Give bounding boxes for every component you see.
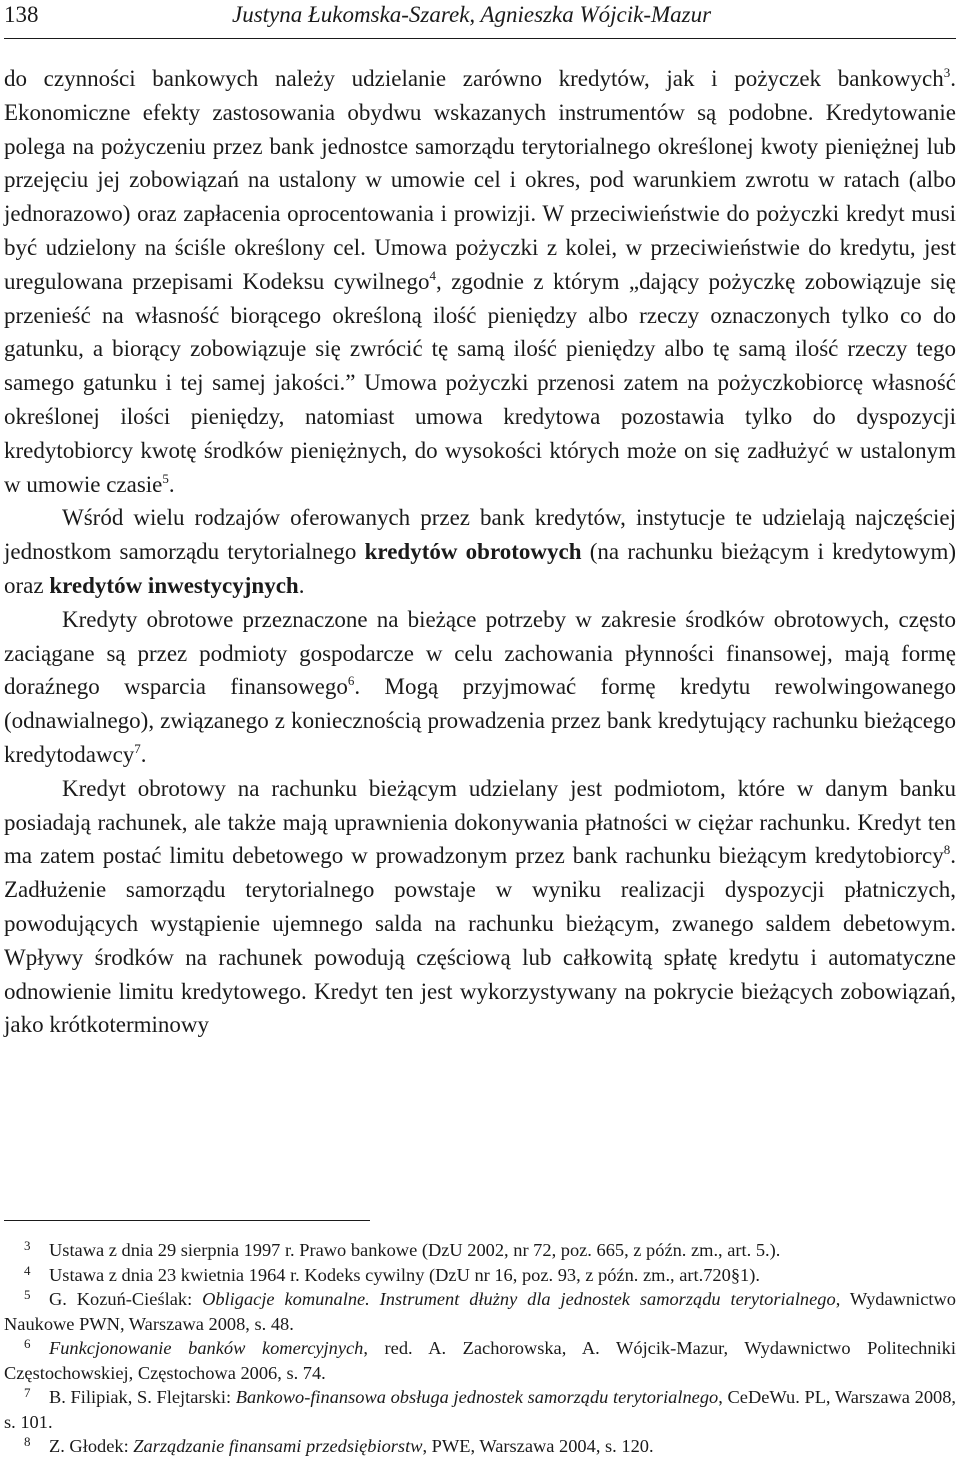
text-run: Wśród wielu rodzajów oferowanych przez bank kredytów, instytucje te udzielają najczęściej jednostkom samorządu terytorialnego bbox=[4, 505, 956, 565]
footnote-text: Ustawa z dnia 29 sierpnia 1997 r. Prawo bankowe (DzU 2002, nr 72, poz. 665, z późn. zm., art. 5.). bbox=[49, 1240, 781, 1260]
bold-term: kredytów inwestycyjnych bbox=[49, 572, 299, 598]
text-run: , zgodnie z którym „dający pożyczkę zobowiązuje się przenieść na własność biorącego określoną ilość pieniędzy albo rzeczy oznaczonych tylko co do gatunku, a biorący zobowiązuje się zwrócić tę samą ilość pieniędzy albo tę samą ilość rzeczy tego samego gatunku i tej samej jakości.” Umowa pożyczki przenosi zatem na pożyczkobiorcę własność określonej ilości pieniędzy, natomiast umowa kredytowa pozostawia tylko do dyspozycji kredytobiorcy kwotę środków pieniężnych, do wysokości których może on się zadłużyć w ustalonym w umowie czasie bbox=[4, 268, 956, 497]
text-run: (na rachunku bieżącym i kredytowym) oraz bbox=[4, 539, 956, 598]
text-run: . Ekonomiczne efekty zastosowania obydwu wskazanych instrumentów są podobne. Kredytowanie polega na pożyczeniu przez bank jednostce samorządu terytorialnego określonej kwoty pieniężnej lub przejęciu jej zobowiązań na ustalony w umowie cel i okres, pod warunkiem zwrotu w ratach (albo jednorazowo) oraz zapłacenia oprocentowania i prowizji. W przeciwieństwie do pożyczki kredyt musi być udzielony na ściśle określony cel. Umowa pożyczki z kolei, w przeciwieństwie do kredytu, jest uregulowana przepisami Kodeksu cywilnego bbox=[4, 66, 956, 294]
footnote-text: Z. Głodek: bbox=[49, 1436, 134, 1456]
footnote-title: Zarządzanie finansami przedsiębiorstw bbox=[133, 1436, 423, 1456]
footnote-text: , Wydawnictwo Naukowe PWN, Warszawa 2008, s. 48. bbox=[4, 1289, 956, 1334]
header-rule bbox=[4, 38, 956, 39]
text-run: Kredyt obrotowy na rachunku bieżącym udzielany jest podmiotom, które w danym banku posiadają rachunek, ale także mają uprawnienia dokonywania płatności w ciężar rachunku. Kredyt ten ma zatem postać limitu debetowego w prowadzonym przez bank rachunku bieżącym kredytobiorcy bbox=[4, 775, 956, 869]
footnote-ref[interactable]: 3 bbox=[943, 65, 951, 80]
text-run: . bbox=[298, 572, 305, 598]
footnote-rule bbox=[4, 1220, 370, 1221]
footnote-5: 5 G. Kozuń-Cieślak: Obligacje komunalne. Instrument dłużny dla jednostek samorządu terytorialnego, Wydawnictwo Naukowe PWN, Warszawa 2008, s. 48. bbox=[4, 1287, 956, 1334]
text-run: . Mogą przyjmować formę kredytu rewolwingowanego (odnawialnego), związanego z koniecznością prowadzenia przez bank kredytujący rachunku bieżącego kredytodawcy bbox=[4, 674, 957, 767]
footnotes bbox=[4, 1238, 956, 1459]
running-head-authors: Justyna Łukomska-Szarek, Agnieszka Wójcik-Mazur bbox=[232, 2, 712, 27]
footnote-title: Bankowo-finansowa obsługa jednostek samorządu terytorialnego bbox=[235, 1387, 719, 1407]
paragraph-1 bbox=[4, 62, 956, 501]
bold-term: kredytów obrotowych bbox=[364, 539, 582, 565]
footnote-title: Funkcjonowanie banków komercyjnych bbox=[49, 1338, 364, 1358]
footnote-text: Ustawa z dnia 23 kwietnia 1964 r. Kodeks cywilny (DzU nr 16, poz. 93, z późn. zm., art.720§1). bbox=[49, 1264, 760, 1285]
text-run: . bbox=[168, 471, 175, 497]
footnote-text: , PWE, Warszawa 2004, s. 120. bbox=[422, 1436, 654, 1456]
footnote-4: 4 Ustawa z dnia 23 kwietnia 1964 r. Kodeks cywilny (DzU nr 16, poz. 93, z późn. zm., art.720§1). bbox=[24, 1262, 760, 1285]
footnote-ref[interactable]: 7 bbox=[134, 740, 141, 756]
footnote-text: G. Kozuń-Cieślak: bbox=[49, 1289, 203, 1309]
footnote-ref[interactable]: 6 bbox=[347, 673, 355, 689]
footnote-6: 6 Funkcjonowanie banków komercyjnych, red. A. Zachorowska, A. Wójcik-Mazur, Wydawnictwo Politechniki Częstochowskiej, Częstochowa 2006, s. 74. bbox=[4, 1336, 956, 1383]
paragraph-3 bbox=[4, 603, 956, 772]
page-number: 138 bbox=[4, 2, 39, 27]
body-text bbox=[4, 62, 956, 1042]
running-header bbox=[4, 0, 956, 40]
footnote-text: , CeDeWu. PL, Warszawa 2008, s. 101. bbox=[4, 1387, 956, 1432]
text-run: Kredyty obrotowe przeznaczone na bieżące potrzeby w zakresie środków obrotowych, często zaciągane są przez podmioty gospodarcze w celu zachowania płynności finansowej, mają formę doraźnego wsparcia finansowego bbox=[4, 606, 956, 700]
footnote-title: Obligacje komunalne. Instrument dłużny dla jednostek samorządu terytorialnego bbox=[202, 1289, 836, 1309]
paragraph-2 bbox=[4, 501, 956, 602]
text-run: . Zadłużenie samorządu terytorialnego powstaje w wyniku realizacji dyspozycji płatniczych, powodujących wystąpienie ujemnego salda na rachunku bieżącym, zwanego saldem debetowym. Wpływy środków na rachunek powodują częściową lub całkowitą spłatę kredytu i automatyczne odnowienie limitu kredytowego. Kredyt ten jest wykorzystywany na pokrycie bieżących zobowiązań, jako krótkoterminowy bbox=[4, 843, 956, 1038]
paragraph-4 bbox=[4, 772, 956, 1042]
footnote-text: , red. A. Zachorowska, A. Wójcik-Mazur, Wydawnictwo Politechniki Częstochowskiej, Częstochowa 2006, s. 74. bbox=[4, 1338, 956, 1383]
footnote-7: 7 B. Filipiak, S. Flejtarski: Bankowo-finansowa obsługa jednostek samorządu terytorialnego, CeDeWu. PL, Warszawa 2008, s. 101. bbox=[4, 1385, 956, 1432]
footnote-ref[interactable]: 8 bbox=[943, 842, 951, 858]
footnote-ref[interactable]: 4 bbox=[429, 267, 437, 283]
text-run: do czynności bankowych należy udzielanie zarówno kredytów, jak i pożyczek bankowych bbox=[4, 66, 944, 91]
footnote-8: 8 Z. Głodek: Zarządzanie finansami przedsiębiorstw, PWE, Warszawa 2004, s. 120. bbox=[24, 1434, 654, 1456]
footnote-ref[interactable]: 5 bbox=[162, 470, 169, 486]
footnote-text: B. Filipiak, S. Flejtarski: bbox=[49, 1387, 236, 1407]
footnote-3: 3 Ustawa z dnia 29 sierpnia 1997 r. Prawo bankowe (DzU 2002, nr 72, poz. 665, z późn. zm., art. 5.). bbox=[24, 1238, 781, 1260]
text-run: . bbox=[140, 741, 147, 767]
